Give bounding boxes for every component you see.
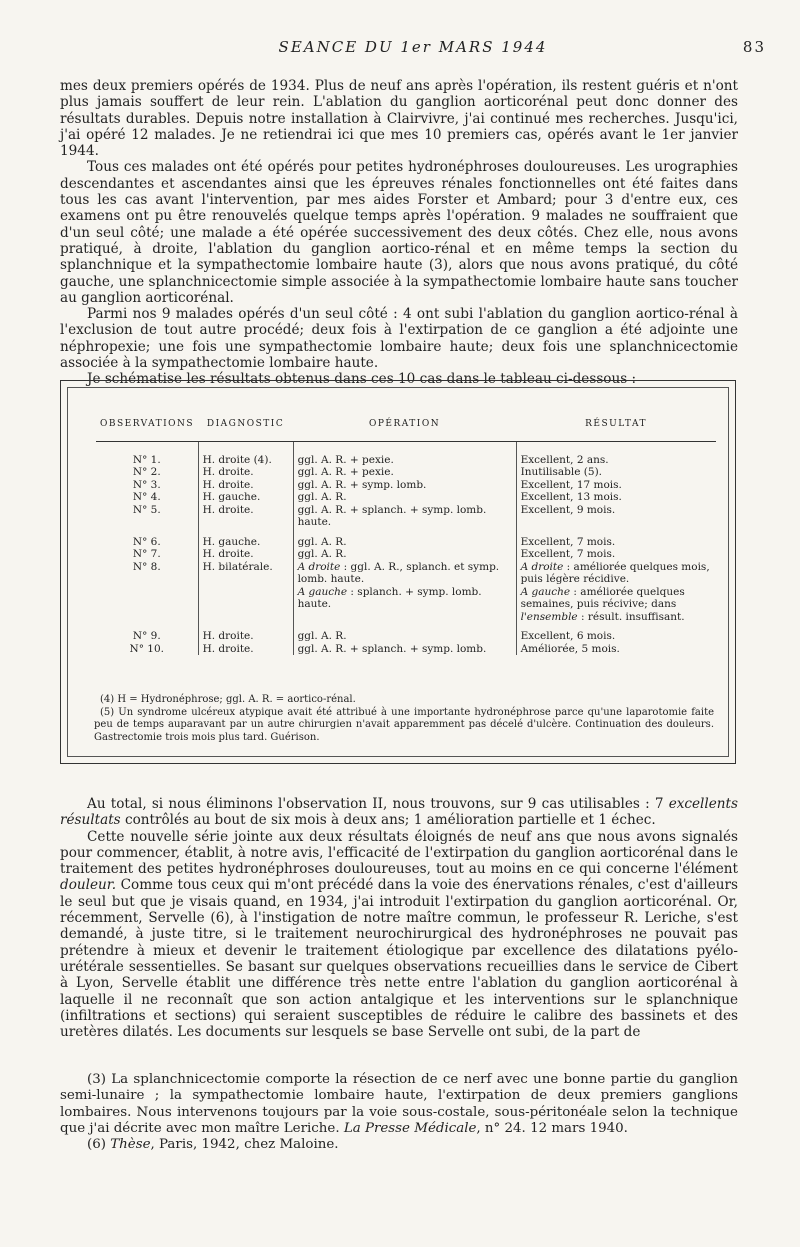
footnotes — [60, 1072, 738, 1153]
table-row — [96, 441, 716, 466]
cell-diagnostic: H. bilatérale. — [198, 561, 293, 624]
cell-operation: ggl. A. R. — [293, 529, 516, 549]
operation-text: : ggl. A. R., splanch. et symp. lomb. haute. — [297, 560, 500, 585]
running-header — [60, 38, 766, 62]
cell-diagnostic: H. droite (4). — [198, 441, 293, 466]
cell-observation: N° 2. — [132, 466, 161, 478]
overall-label: l'ensemble — [520, 610, 578, 623]
paragraph: Je schématise les résultats obtenus dans ces 10 cas dans le tableau ci-dessous : — [87, 371, 637, 388]
page-number: 83 — [742, 38, 766, 56]
cell-operation: ggl. A. R. + splanch. + symp. lomb. — [293, 643, 516, 656]
text-run: , Paris, 1942, chez Maloine. — [150, 1137, 339, 1153]
side-label: A droite — [520, 560, 564, 573]
result-text: : améliorée quelques mois, puis légère récidive. — [520, 560, 710, 585]
emphasis: excellents résultats — [60, 796, 738, 829]
body-text-top — [60, 78, 738, 388]
cell-observation: N° 3. — [132, 478, 161, 491]
table-row — [96, 479, 716, 492]
table-note: (4) H = Hydronéphrose; ggl. A. R. = aortico-rénal. — [100, 694, 356, 705]
table-row — [96, 623, 716, 643]
cell-observation: N° 5. — [132, 503, 161, 516]
emphasis: Thèse — [110, 1137, 151, 1153]
footnote — [60, 1072, 738, 1137]
cell-observation: N° 10. — [129, 642, 165, 655]
paragraph — [60, 796, 738, 829]
text-run: (6) — [87, 1137, 111, 1153]
text-run: Cette nouvelle série jointe aux deux résultats éloignés de neuf ans que nous avons signalés pour commencer, établit, à notre avis, l'efficacité de l'extirpation du ganglion aorticorénal dans le traitement des petites hydronéphroses douloureuses, tout au moins en ce qui concerne l'élément — [60, 828, 738, 878]
cell-diagnostic: H. droite. — [198, 466, 293, 479]
cell-diagnostic: H. droite. — [198, 504, 293, 529]
cell-diagnostic: H. gauche. — [198, 529, 293, 549]
cell-observation: N° 4. — [132, 491, 161, 503]
cell-operation: ggl. A. R. — [293, 623, 516, 643]
emphasis: La Presse Médicale — [343, 1120, 477, 1136]
side-label: A droite — [297, 560, 341, 573]
cell-operation: ggl. A. R. — [293, 548, 516, 561]
paragraph: Parmi nos 9 malades opérés d'un seul côté : 4 ont subi l'ablation du ganglion aortico-rénal à l'exclusion de tout autre procédé; deux fois à l'extirpation de ce ganglion a été adjointe une néphropexie; une fois une sympathectomie lombaire haute; deux fois une splanchnicectomie associée à la sympathectomie lombaire haute. — [60, 306, 738, 372]
cell-operation — [293, 561, 516, 624]
cell-operation: ggl. A. R. + symp. lomb. — [293, 479, 516, 492]
cell-observation: N° 6. — [132, 535, 161, 548]
text-run: (3) La splanchnicectomie comporte la résection de ce nerf avec une bonne partie du ganglion semi-lunaire ; la sympathectomie lombaire haute, l'extirpation de deux premiers ganglions lombaires. Nous intervenons toujours par la voie sous-costale, sous-péritonéale selon la technique que j'ai décrite avec mon maître Leriche. — [60, 1072, 738, 1136]
table-row — [96, 548, 716, 561]
text-run: Comme tous ceux qui m'ont précédé dans la voie des énervations rénales, c'est d'ailleurs le seul but que je visais quand, en 1934, j'ai introduit l'extirpation du ganglion aorticorénal. Or, récemment, Servelle (6), à l'instigation de notre maître commun, le professeur R. Leriche, s'est demandé, à juste titre, si le traitement neurochirurgical des hydronéphroses ne pouvait pas prétendre à mieux et devenir le traitement étiologique par excellence des dilatations pyélo-urétérale sessentielles. Se basant sur quelques observations recueillies dans le service de Cibert à Lyon, Servelle établit une différence très nette entre l'ablation du ganglion aorticorénal à laquelle il ne reconnaît que son action antalgique et les interventions sur le splanchnique (infiltrations et sections) qui seraient susceptibles de réduire le calibre des bassinets et des uretères dilatés. Les documents sur lesquels se base Servelle ont subi, de la part de — [60, 877, 738, 1041]
cell-diagnostic: H. droite. — [198, 623, 293, 643]
result-text: : améliorée quelques semaines, puis récivive; dans — [520, 585, 685, 610]
cell-result: Excellent, 9 mois. — [516, 504, 716, 529]
side-label: A gauche — [297, 585, 348, 598]
result-overall — [521, 611, 712, 624]
column-header-operation: OPÉRATION — [293, 408, 516, 441]
text-run: contrôlés au bout de six mois à deux ans; 1 amélioration partielle et 1 échec. — [120, 812, 656, 829]
cell-operation: ggl. A. R. + pexie. — [293, 466, 516, 479]
result-left-side — [521, 586, 712, 611]
table-row — [96, 491, 716, 504]
cell-diagnostic: H. droite. — [198, 479, 293, 492]
cell-observation: N° 8. — [132, 560, 161, 573]
cell-observation: N° 9. — [132, 630, 161, 642]
cell-result: Excellent, 17 mois. — [516, 479, 716, 492]
result-text: : résult. insuffisant. — [577, 610, 685, 623]
paragraph: Tous ces malades ont été opérés pour petites hydronéphroses douloureuses. Les urographies descendantes et ascendantes ainsi que les épreuves rénales fonctionnelles ont été faites dans tous les cas avant l'intervention, par mes aides Forster et Ambard; pour 3 d'entre eux, ces examens ont pu être renouvelés quelque temps après l'opération. 9 malades ne souffraient que d'un seul côté; une malade a été opérée successivement des deux côtés. Chez elle, nous avons pratiqué, à droite, l'ablation du ganglion aortico-rénal et en même temps la section du splanchnique et la sympathectomie lombaire haute (3), alors que nous avons pratiqué, du côté gauche, une splanchnicectomie simple associée à la sympathectomie lombaire haute sans toucher au ganglion aorticorénal. — [60, 159, 738, 306]
cell-result: Excellent, 7 mois. — [516, 529, 716, 549]
column-header-diagnostic: DIAGNOSTIC — [198, 408, 293, 441]
text-run: Au total, si nous éliminons l'observation II, nous trouvons, sur 9 cas utilisables : 7 — [87, 796, 669, 812]
table-row — [96, 504, 716, 529]
paragraph — [60, 829, 738, 1041]
header-title: SEANCE DU 1er MARS 1944 — [278, 38, 548, 56]
cell-result: Excellent, 2 ans. — [516, 441, 716, 466]
cell-operation: ggl. A. R. + splanch. + symp. lomb. haute. — [293, 504, 516, 529]
table-row — [96, 466, 716, 479]
cell-result: Excellent, 7 mois. — [516, 548, 716, 561]
emphasis: douleur. — [60, 877, 117, 894]
cell-diagnostic: H. droite. — [198, 548, 293, 561]
cell-result: Excellent, 13 mois. — [516, 491, 716, 504]
table-row — [96, 529, 716, 549]
cell-result: Inutilisable (5). — [516, 466, 716, 479]
operation-right-side — [298, 561, 512, 586]
table-notes — [94, 694, 714, 744]
operation-text: : splanch. + symp. lomb. haute. — [297, 585, 482, 610]
result-right-side — [521, 561, 712, 586]
footnote — [60, 1137, 738, 1153]
column-header-observations: OBSERVATIONS — [96, 408, 198, 441]
cell-operation: ggl. A. R. + pexie. — [293, 441, 516, 466]
cell-result — [516, 561, 716, 624]
table-header-row — [96, 408, 716, 441]
cell-operation: ggl. A. R. — [293, 491, 516, 504]
results-table-inner-frame — [67, 387, 729, 757]
cell-result: Améliorée, 5 mois. — [516, 643, 716, 656]
text-run: , n° 24. 12 mars 1940. — [476, 1120, 628, 1136]
table-row — [96, 643, 716, 656]
body-text-bottom — [60, 796, 738, 1040]
column-header-result: RÉSULTAT — [516, 408, 716, 441]
results-table-frame — [60, 380, 736, 764]
cell-observation: N° 7. — [132, 548, 161, 560]
cell-diagnostic: H. droite. — [198, 643, 293, 656]
cell-observation: N° 1. — [132, 453, 161, 466]
results-table — [96, 408, 716, 655]
cell-result: Excellent, 6 mois. — [516, 623, 716, 643]
table-note: (5) Un syndrome ulcéreux atypique avait été attribué à une importante hydronéphrose parce qu'une laparotomie faite peu de temps auparavant par un autre chirurgien n'avait apparemment pas décelé d'ulcère. Continuation des douleurs. Gastrectomie trois mois plus tard. Guérison. — [94, 706, 714, 743]
operation-left-side — [298, 586, 512, 611]
paragraph: mes deux premiers opérés de 1934. Plus de neuf ans après l'opération, ils restent guéris et n'ont plus jamais souffert de leur rein. L'ablation du ganglion aorticorénal peut donc donner des résultats durables. Depuis notre installation à Clairvivre, j'ai continué mes recherches. Jusqu'ici, j'ai opéré 12 malades. Je ne retiendrai ici que mes 10 premiers cas, opérés avant le 1er janvier 1944. — [60, 78, 738, 160]
side-label: A gauche — [520, 585, 571, 598]
table-row — [96, 561, 716, 624]
cell-diagnostic: H. gauche. — [198, 491, 293, 504]
